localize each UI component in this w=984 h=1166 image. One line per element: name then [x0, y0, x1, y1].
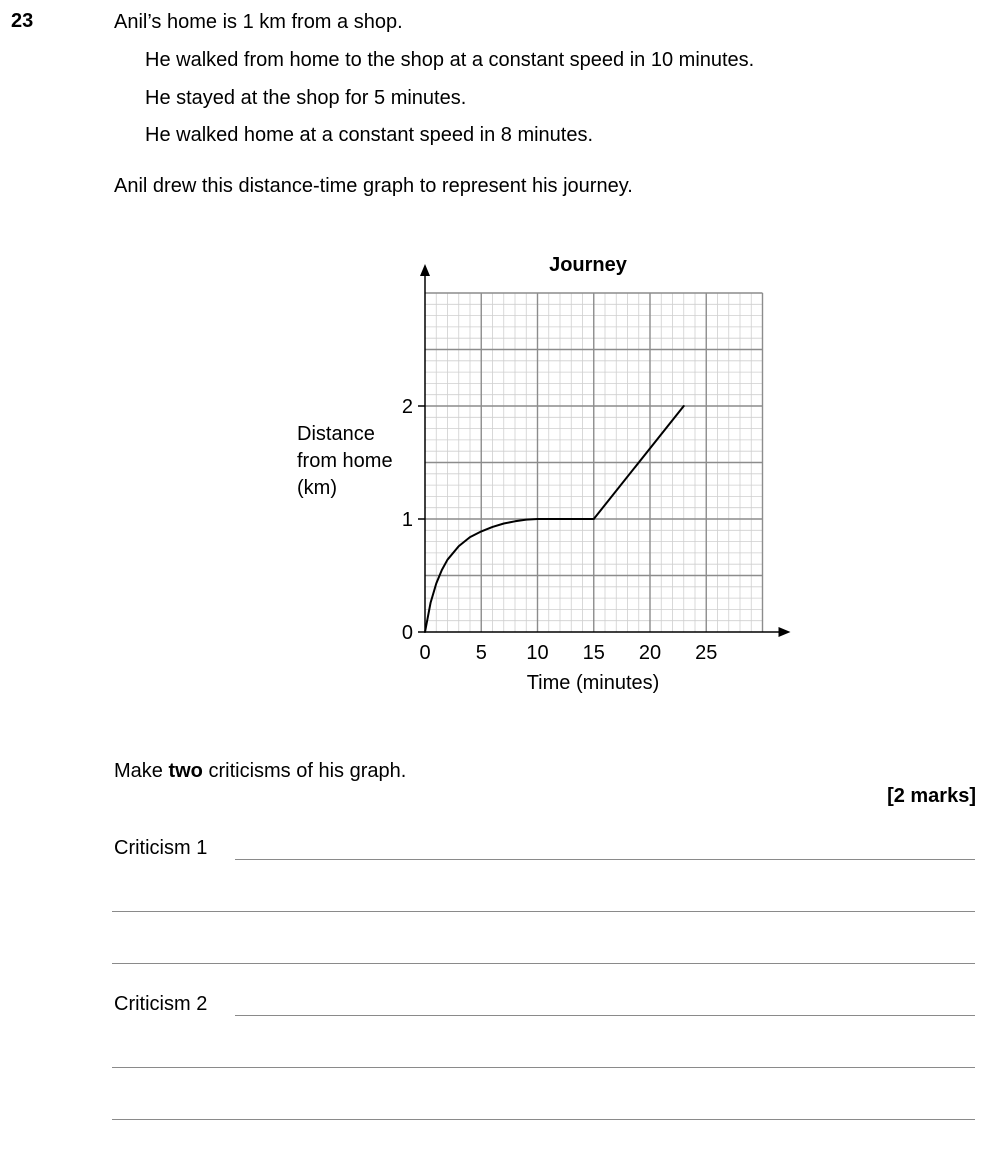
question-number: 23 — [11, 10, 34, 32]
fact-walk-home: He walked home at a constant speed in 8 minutes. — [145, 124, 594, 146]
y-axis-label-line-3: (km) — [297, 477, 337, 499]
chart-title: Journey — [549, 254, 627, 276]
question-intro: Anil’s home is 1 km from a shop. — [114, 11, 403, 33]
prompt-emphasis: two — [168, 760, 203, 782]
x-tick-label: 15 — [582, 642, 605, 664]
x-tick-label: 20 — [638, 642, 662, 664]
criticism-1-answer-line-3[interactable] — [112, 963, 975, 964]
prompt-end: criticisms of his graph. — [202, 760, 407, 782]
fact-walk-to-shop: He walked from home to the shop at a constant speed in 10 minutes. — [145, 49, 755, 71]
marks-label: [2 marks] — [887, 785, 976, 807]
y-tick-label: 1 — [401, 509, 413, 531]
criticism-2-answer-line-2[interactable] — [112, 1067, 975, 1068]
major-grid — [425, 293, 763, 632]
y-axis-label-line-1: Distance — [297, 423, 375, 445]
criticism-2-answer-line-3[interactable] — [112, 1119, 975, 1120]
graph-intro: Anil drew this distance-time graph to represent his journey. — [114, 175, 633, 197]
x-axis-arrowhead — [779, 627, 791, 637]
x-tick-label: 10 — [526, 642, 549, 664]
y-axis-arrowhead — [420, 264, 430, 276]
prompt-start: Make — [114, 760, 169, 782]
criticism-1-answer-line-2[interactable] — [112, 911, 975, 912]
y-tick-label: 2 — [401, 396, 413, 418]
criticism-1-answer-line-1[interactable] — [235, 859, 975, 860]
x-tick-label: 25 — [695, 642, 718, 664]
y-tick-label: 0 — [401, 622, 413, 644]
criticism-2-label: Criticism 2 — [114, 993, 208, 1015]
y-axis-label-line-2: from home — [297, 450, 393, 472]
x-axis-label: Time (minutes) — [526, 672, 660, 694]
prompt — [114, 759, 406, 783]
criticism-1-label: Criticism 1 — [114, 837, 208, 859]
fact-stay-at-shop: He stayed at the shop for 5 minutes. — [145, 87, 467, 109]
x-tick-label: 5 — [475, 642, 487, 664]
distance-time-chart — [0, 220, 984, 740]
x-tick-label: 0 — [419, 642, 431, 664]
criticism-2-answer-line-1[interactable] — [235, 1015, 975, 1016]
